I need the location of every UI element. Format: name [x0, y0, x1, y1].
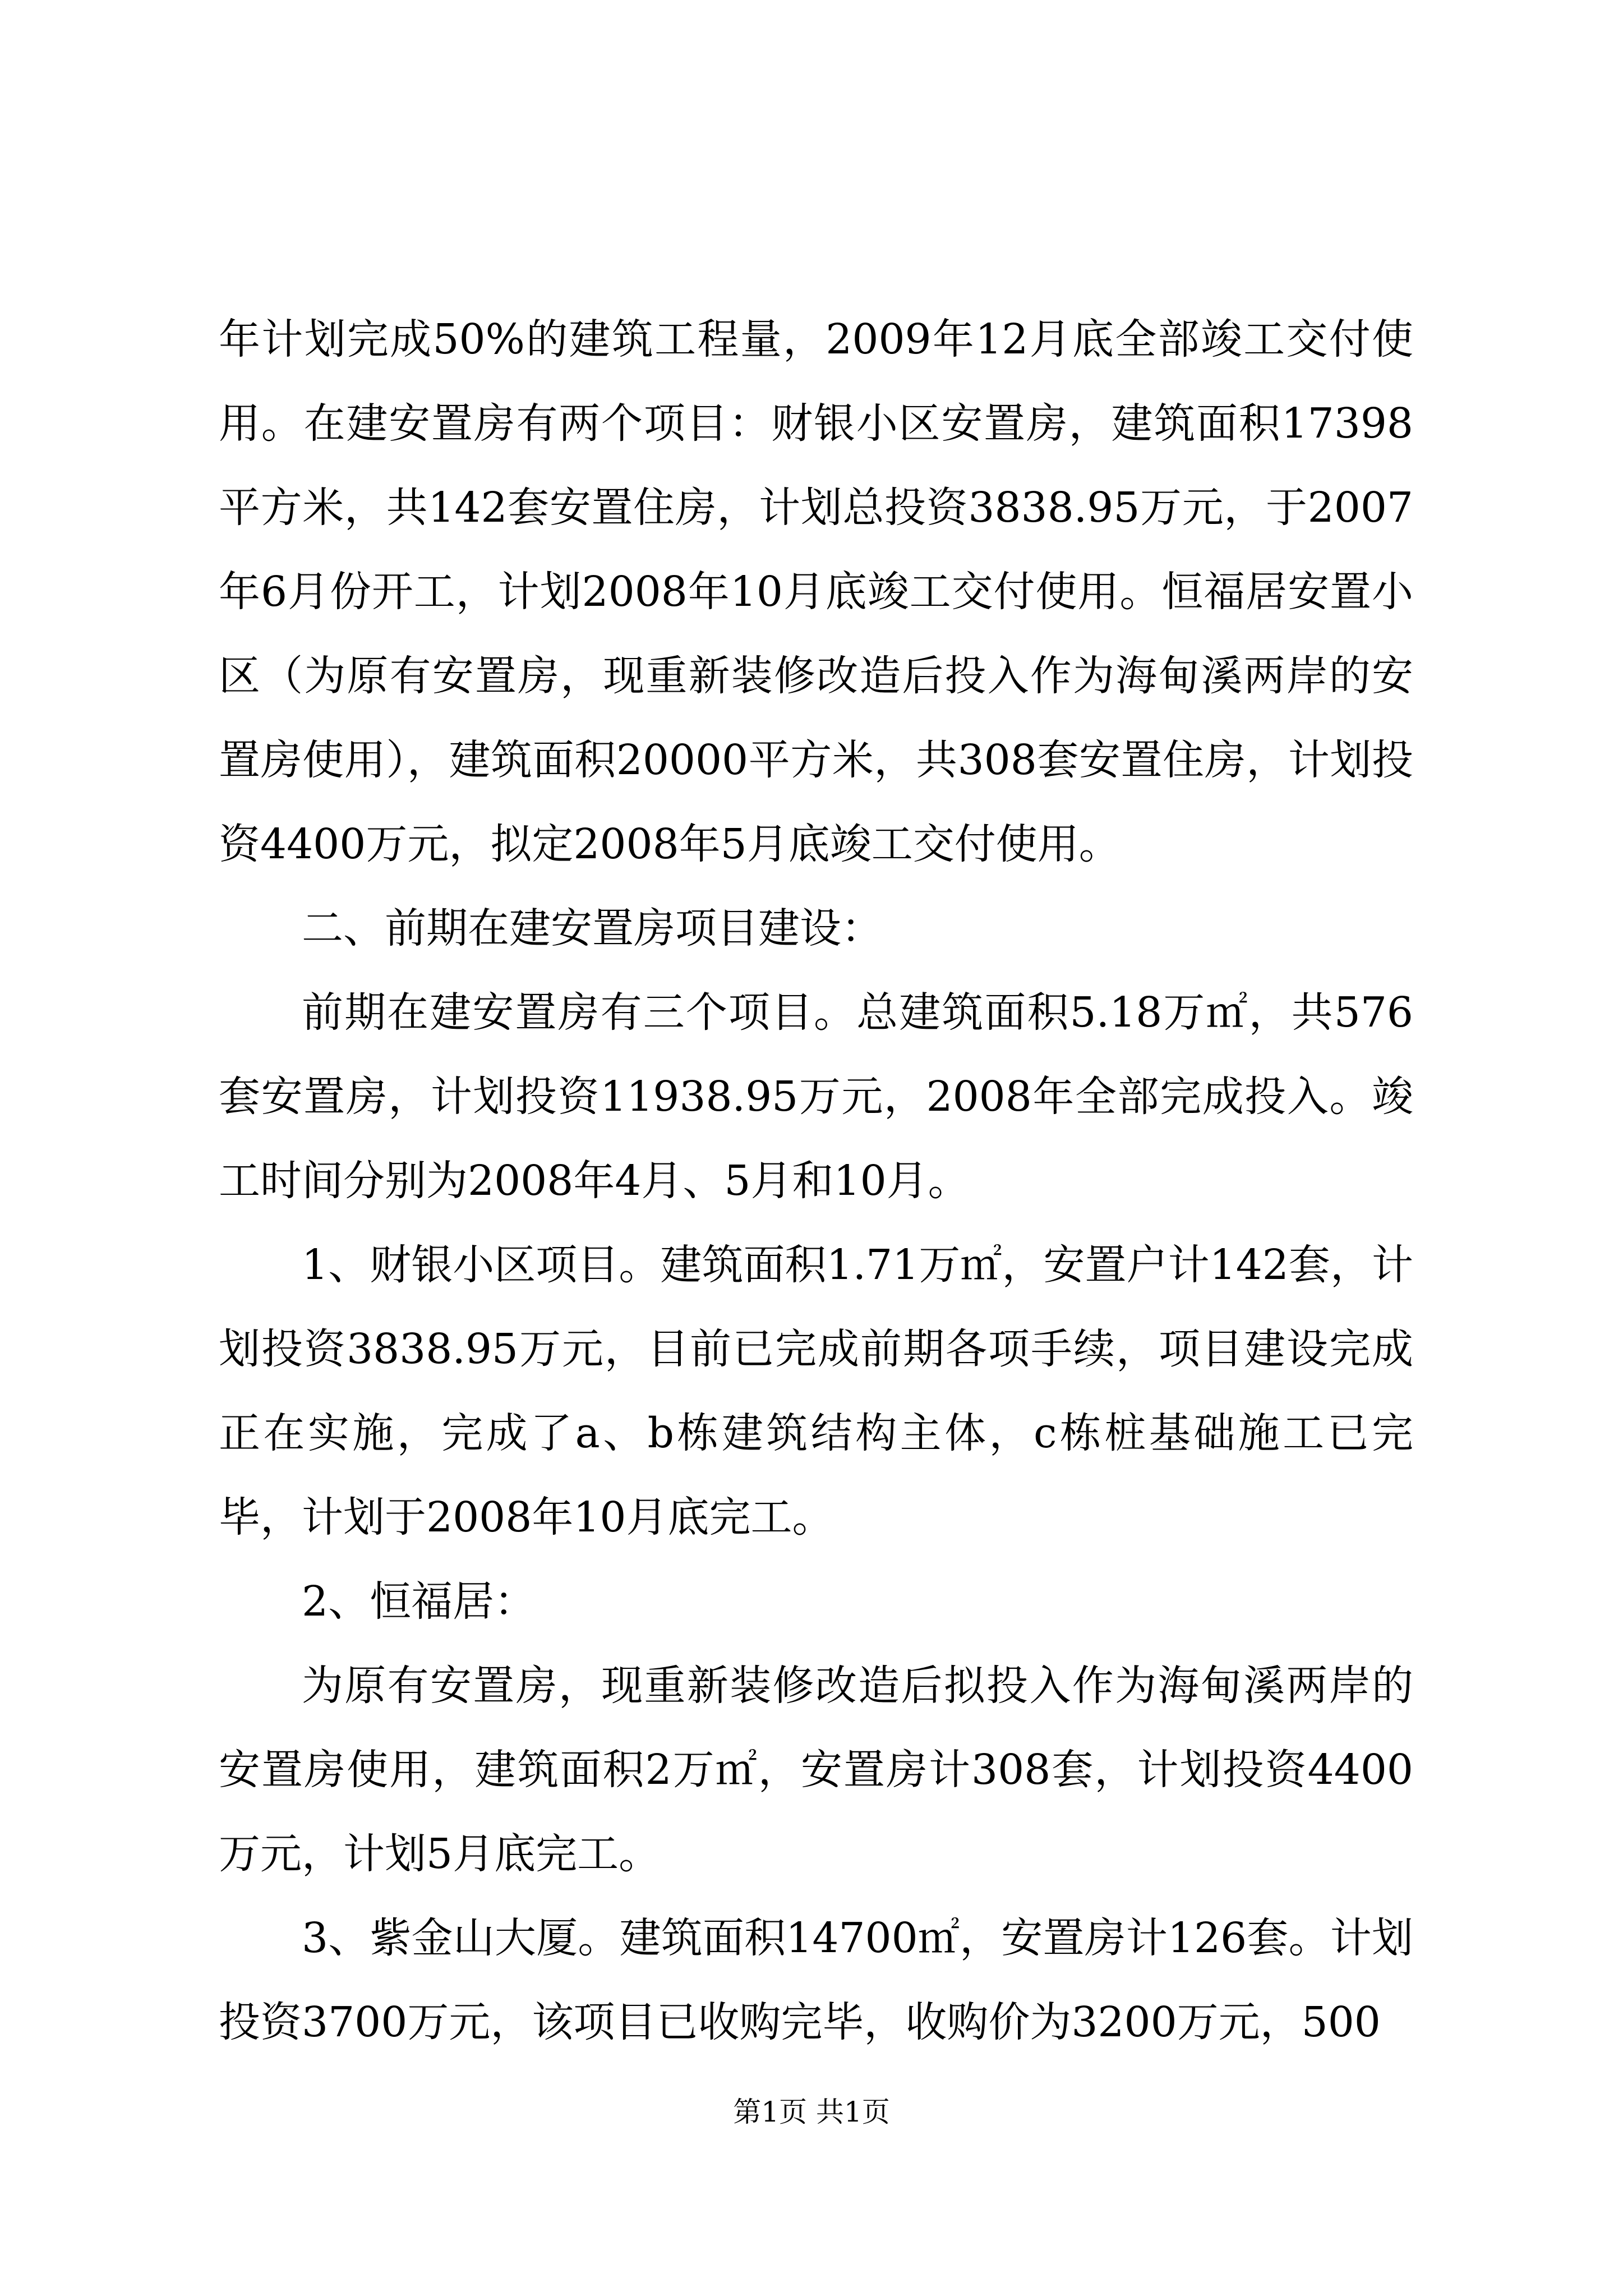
page-footer: 第1页 共1页	[733, 2096, 890, 2128]
paragraph-summary: 前期在建安置房有三个项目。总建筑面积5.18万㎡，共576套安置房，计划投资11938.95万元，2008年全部完成投入。竣工时间分别为2008年4月、5月和10月。	[219, 988, 1413, 1205]
paragraph-continuation: 年计划完成50%的建筑工程量，2009年12月底全部竣工交付使用。在建安置房有两个项目：财银小区安置房，建筑面积17398平方米，共142套安置住房，计划总投资3838.95万元，于2007年6月份开工，计划2008年10月底竣工交付使用。恒福居安置小区（为原有安置房，现重新装修改造后投入作为海甸溪两岸的安置房使用），建筑面积20000平方米，共308套安置住房，计划投资4400万元，拟定2008年5月底竣工交付使用。	[219, 315, 1413, 868]
paragraph-item-1: 1、财银小区项目。建筑面积1.71万㎡，安置户计142套，计划投资3838.95万元，目前已完成前期各项手续，项目建设完成正在实施，完成了a、b栋建筑结构主体，c栋桩基础施工已完毕，计划于2008年10月底完工。	[219, 1241, 1413, 1542]
section-heading-2: 二、前期在建安置房项目建设：	[302, 904, 883, 953]
paragraph-item-2-body: 为原有安置房，现重新装修改造后拟投入作为海甸溪两岸的安置房使用，建筑面积2万㎡，安置房计308套，计划投资4400万元，计划5月底完工。	[219, 1662, 1413, 1878]
paragraph-item-2-heading: 2、恒福居：	[302, 1577, 536, 1626]
document-body	[219, 297, 1413, 2064]
paragraph-item-3: 3、紫金山大厦。建筑面积14700㎡，安置房计126套。计划投资3700万元，该项目已收购完毕，收购价为3200万元，500	[219, 1914, 1413, 2046]
